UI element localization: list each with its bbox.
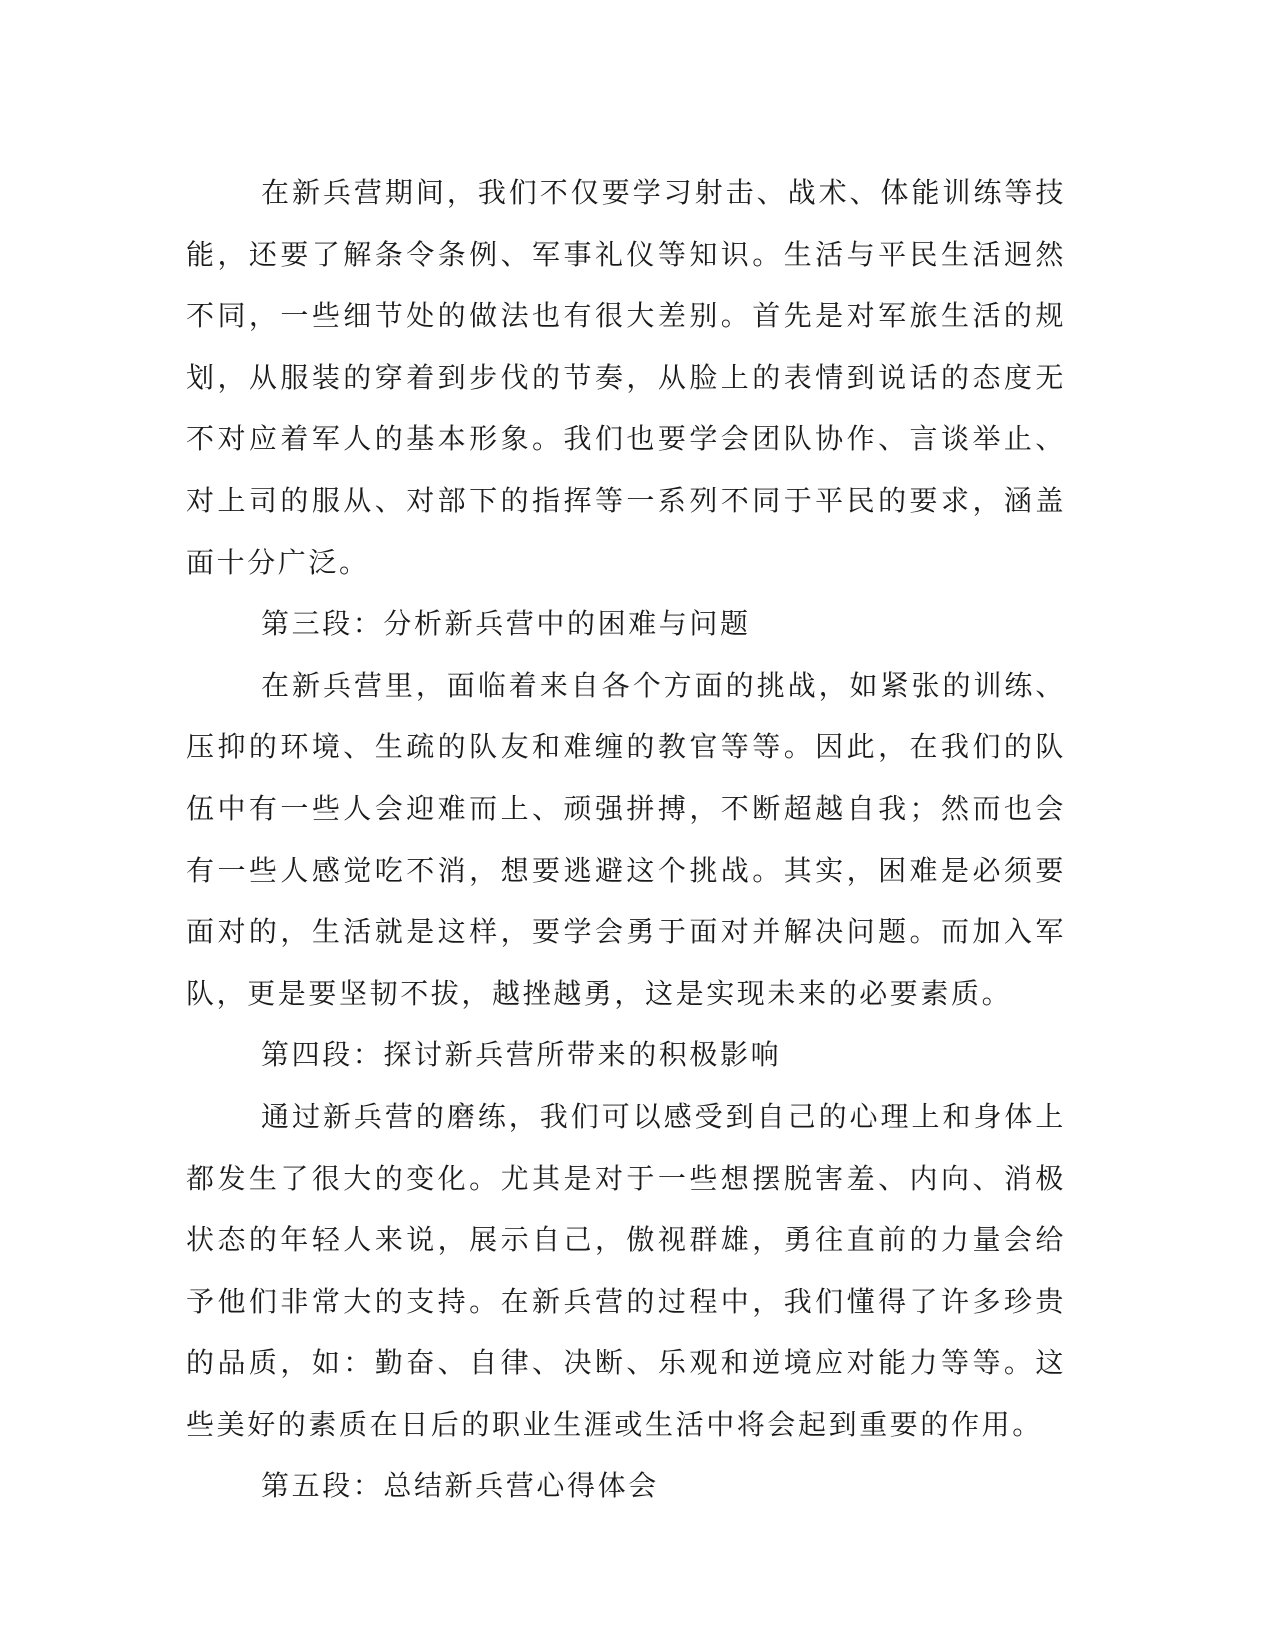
section-heading: 第五段：总结新兵营心得体会 bbox=[261, 1469, 659, 1503]
section-heading: 第三段：分析新兵营中的困难与问题 bbox=[261, 607, 751, 641]
section-heading: 第四段：探讨新兵营所带来的积极影响 bbox=[261, 1038, 782, 1072]
body-paragraph: 通过新兵营的磨练，我们可以感受到自己的心理上和身体上都发生了很大的变化。尤其是对于一些想摆脱害羞、内向、消极状态的年轻人来说，展示自己，傲视群雄，勇往直前的力量会给予他们非常大的支持。在新兵营的过程中，我们懂得了许多珍贵的品质，如：勤奋、自律、决断、乐观和逆境应对能力等等。这些美好的素质在日后的职业生涯或生活中将会起到重要的作用。 bbox=[186, 1099, 1066, 1441]
body-paragraph: 在新兵营里，面临着来自各个方面的挑战，如紧张的训练、压抑的环境、生疏的队友和难缠的教官等等。因此，在我们的队伍中有一些人会迎难而上、顽强拼搏，不断超越自我；然而也会有一些人感觉吃不消，想要逃避这个挑战。其实，困难是必须要面对的，生活就是这样，要学会勇于面对并解决问题。而加入军队，更是要坚韧不拔，越挫越勇，这是实现未来的必要素质。 bbox=[186, 668, 1066, 1010]
document-body bbox=[186, 162, 1066, 1517]
body-paragraph: 在新兵营期间，我们不仅要学习射击、战术、体能训练等技能，还要了解条令条例、军事礼仪等知识。生活与平民生活迥然不同，一些细节处的做法也有很大差别。首先是对军旅生活的规划，从服装的穿着到步伐的节奏，从脸上的表情到说话的态度无不对应着军人的基本形象。我们也要学会团队协作、言谈举止、对上司的服从、对部下的指挥等一系列不同于平民的要求，涵盖面十分广泛。 bbox=[186, 176, 1066, 579]
